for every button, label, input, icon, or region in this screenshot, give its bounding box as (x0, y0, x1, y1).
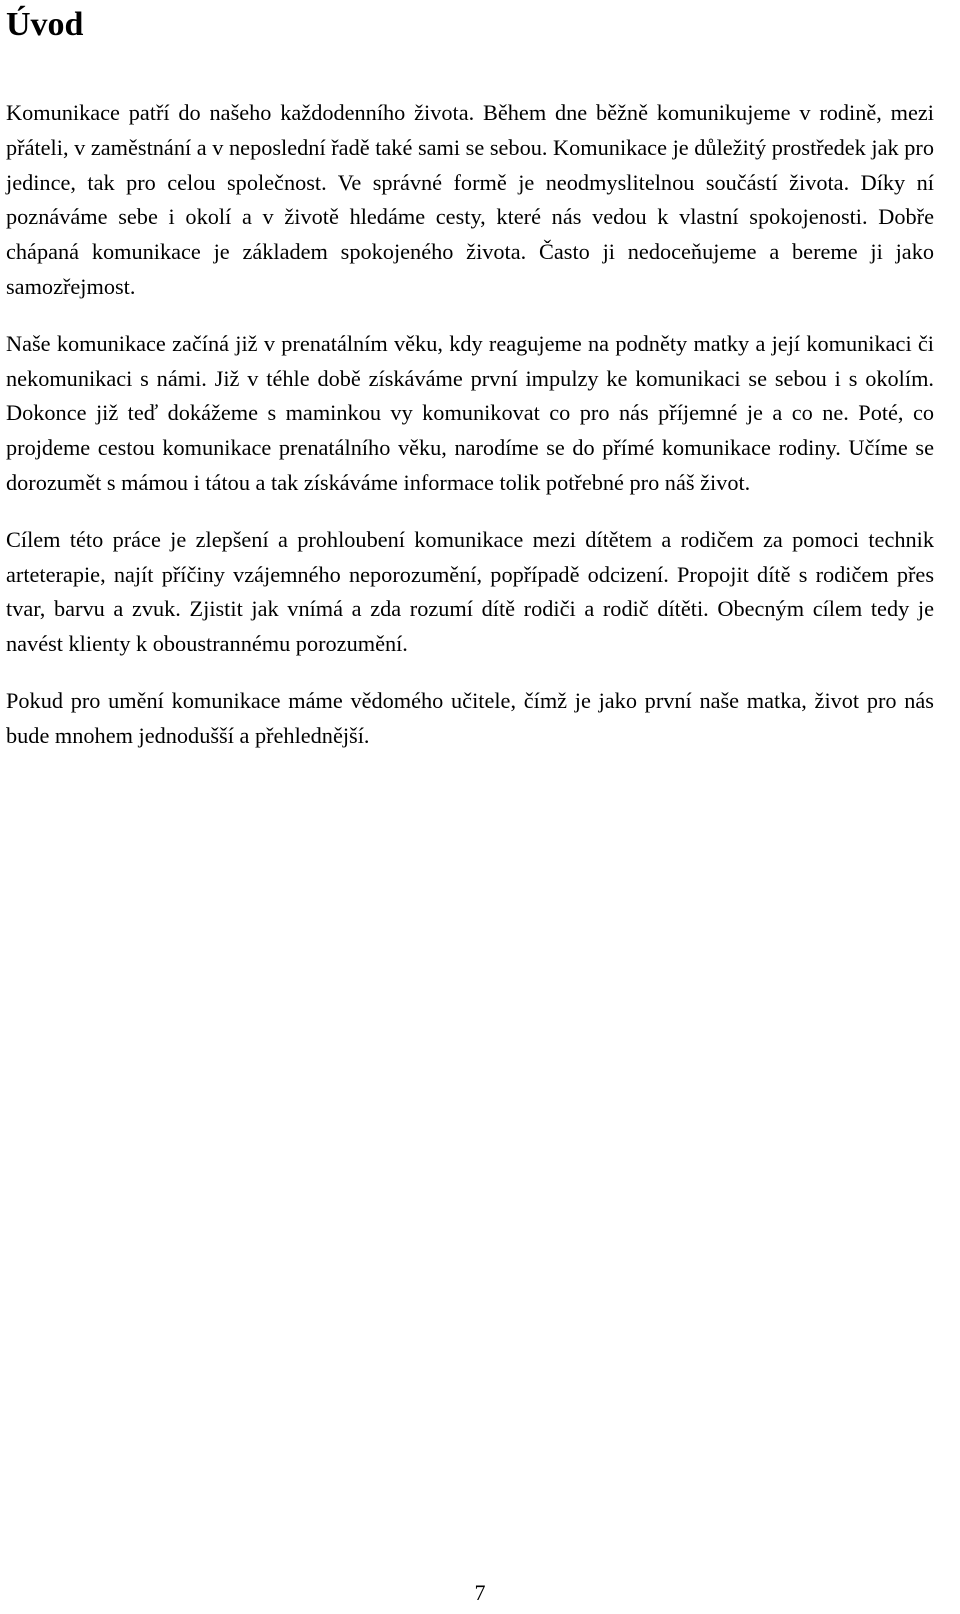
section-heading: Úvod (6, 6, 84, 43)
paragraph-prenatal: Naše komunikace začíná již v prenatálním věku, kdy reagujeme na podněty matky a její komunikaci či nekomunikaci s námi. Již v téhle době získáváme první impulzy ke komunikaci se sebou i s okolím. Dokonce již teď dokážeme s maminkou vy komunikovat co pro nás příjemné je a co ne. Poté, co projdeme cestou komunikace prenatálního věku, narodíme se do přímé komunikace rodiny. Učíme se dorozumět s mámou i tátou a tak získáváme informace tolik potřebné pro náš život. (6, 330, 934, 495)
document-page (6, 0, 934, 776)
paragraph-intro: Komunikace patří do našeho každodenního života. Během dne běžně komunikujeme v rodině, mezi přáteli, v zaměstnání a v neposlední řadě také sami se sebou. Komunikace je důležitý prostředek jak pro jedince, tak pro celou společnost. Ve správné formě je neodmyslitelnou součástí života. Díky ní poznáváme sebe i okolí a v životě hledáme cesty, které nás vedou k vlastní spokojenosti. Dobře chápaná komunikace je základem spokojeného života. Často ji nedoceňujeme a bereme ji jako samozřejmost. (6, 100, 934, 299)
paragraph-conclusion: Pokud pro umění komunikace máme vědomého učitele, čímž je jako první naše matka, život pro nás bude mnohem jednodušší a přehlednější. (6, 687, 934, 748)
page-number: 7 (474, 1580, 486, 1605)
body-text (6, 96, 934, 754)
paragraph-goal: Cílem této práce je zlepšení a prohloubení komunikace mezi dítětem a rodičem za pomoci technik arteterapie, najít příčiny vzájemného neporozumění, popřípadě odcizení. Propojit dítě s rodičem přes tvar, barvu a zvuk. Zjistit jak vnímá a zda rozumí dítě rodiči a rodič dítěti. Obecným cílem tedy je navést klienty k oboustrannému porozumění. (6, 526, 934, 657)
